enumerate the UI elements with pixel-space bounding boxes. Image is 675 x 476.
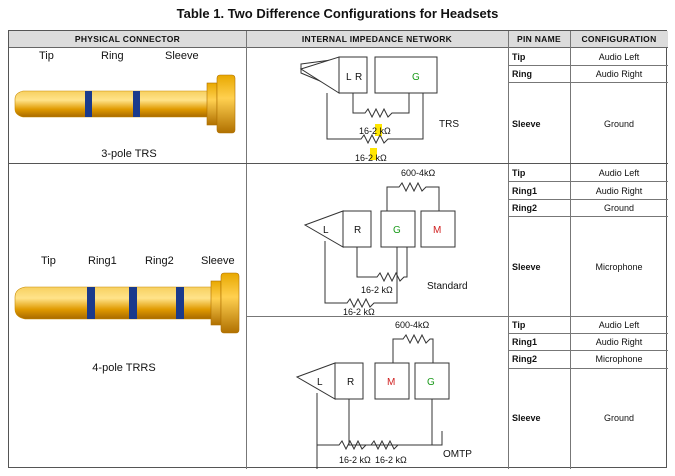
pin-name-cell: Tip xyxy=(512,168,526,178)
connector-label-ring2: Ring2 xyxy=(145,255,174,267)
configuration-cell: Microphone xyxy=(595,354,643,364)
connector-label-tip: Tip xyxy=(41,255,56,267)
trs-impedance-network xyxy=(247,49,507,163)
header-pin-name: PIN NAME xyxy=(508,31,570,48)
pin-name-cell: Ring1 xyxy=(512,186,538,196)
connector-label-ring: Ring xyxy=(101,50,124,62)
trrs-caption: 4-pole TRRS xyxy=(92,362,156,374)
divider xyxy=(508,350,668,351)
top-res-label: 600-4kΩ xyxy=(395,320,430,330)
header-configuration: CONFIGURATION xyxy=(570,31,668,48)
configuration-cell: Audio Left xyxy=(598,168,640,178)
net-label-m: M xyxy=(433,225,442,236)
net-type-label: TRS xyxy=(439,119,459,130)
configuration-cell: Ground xyxy=(603,203,635,213)
net-label-l: L xyxy=(346,72,352,83)
pin-name-cell: Ring2 xyxy=(512,203,538,213)
pin-name-cell: Tip xyxy=(512,52,526,62)
connector-label-sleeve: Sleeve xyxy=(165,50,199,62)
res-label-outer: 16-2 kΩ xyxy=(339,455,371,465)
connector-label-sleeve: Sleeve xyxy=(201,255,235,267)
pin-name-cell: Sleeve xyxy=(512,119,541,129)
table-title: Table 1. Two Difference Configurations for Headsets xyxy=(176,6,499,21)
divider xyxy=(508,199,668,200)
pin-name-cell: Sleeve xyxy=(512,262,541,272)
res-label-outer: 16-2 kΩ xyxy=(355,153,387,163)
pin-name-cell: Ring1 xyxy=(512,337,538,347)
standard-impedance-network xyxy=(247,165,507,315)
trrs-plug-image xyxy=(9,267,245,345)
net-type-label: OMTP xyxy=(443,449,472,460)
net-label-r: R xyxy=(347,377,355,388)
divider xyxy=(508,65,668,66)
headset-table xyxy=(8,30,667,468)
pin-name-cell: Ring2 xyxy=(512,354,538,364)
trs-caption: 3-pole TRS xyxy=(101,148,157,160)
divider xyxy=(508,368,668,369)
top-res-label: 600-4kΩ xyxy=(401,168,436,178)
connector-label-ring1: Ring1 xyxy=(88,255,117,267)
net-label-r: R xyxy=(355,72,363,83)
pin-name-cell: Tip xyxy=(512,320,526,330)
net-label-r: R xyxy=(354,225,362,236)
net-label-l: L xyxy=(317,377,323,388)
divider xyxy=(508,216,668,217)
header-impedance-network: INTERNAL IMPEDANCE NETWORK xyxy=(246,31,508,48)
divider xyxy=(508,31,509,469)
res-label-inner: 16-2 kΩ xyxy=(359,126,391,136)
trs-plug-image xyxy=(9,65,245,143)
configuration-cell: Ground xyxy=(603,119,635,129)
pin-name-cell: Sleeve xyxy=(512,413,541,423)
pin-name-cell: Ring xyxy=(512,69,532,79)
net-label-g: G xyxy=(427,377,435,388)
configuration-cell: Ground xyxy=(603,413,635,423)
divider xyxy=(508,333,668,334)
configuration-cell: Audio Right xyxy=(595,337,643,347)
configuration-cell: Audio Right xyxy=(595,69,643,79)
net-label-m: M xyxy=(387,377,396,388)
net-type-label: Standard xyxy=(427,281,468,292)
divider xyxy=(508,82,668,83)
configuration-cell: Audio Left xyxy=(598,320,640,330)
net-label-g: G xyxy=(393,225,401,236)
net-label-g: G xyxy=(412,72,420,83)
res-label-outer: 16-2 kΩ xyxy=(343,307,375,315)
configuration-cell: Audio Left xyxy=(598,52,640,62)
connector-label-tip: Tip xyxy=(39,50,54,62)
divider xyxy=(9,163,668,164)
header-physical-connector: PHYSICAL CONNECTOR xyxy=(9,31,246,48)
divider xyxy=(570,31,571,469)
res-label-inner: 16-2 kΩ xyxy=(361,285,393,295)
configuration-cell: Microphone xyxy=(595,262,643,272)
res-label-inner: 16-2 kΩ xyxy=(375,455,407,465)
omtp-outer-resistor xyxy=(247,431,507,468)
divider xyxy=(508,181,668,182)
net-label-l: L xyxy=(323,225,329,236)
configuration-cell: Audio Right xyxy=(595,186,643,196)
